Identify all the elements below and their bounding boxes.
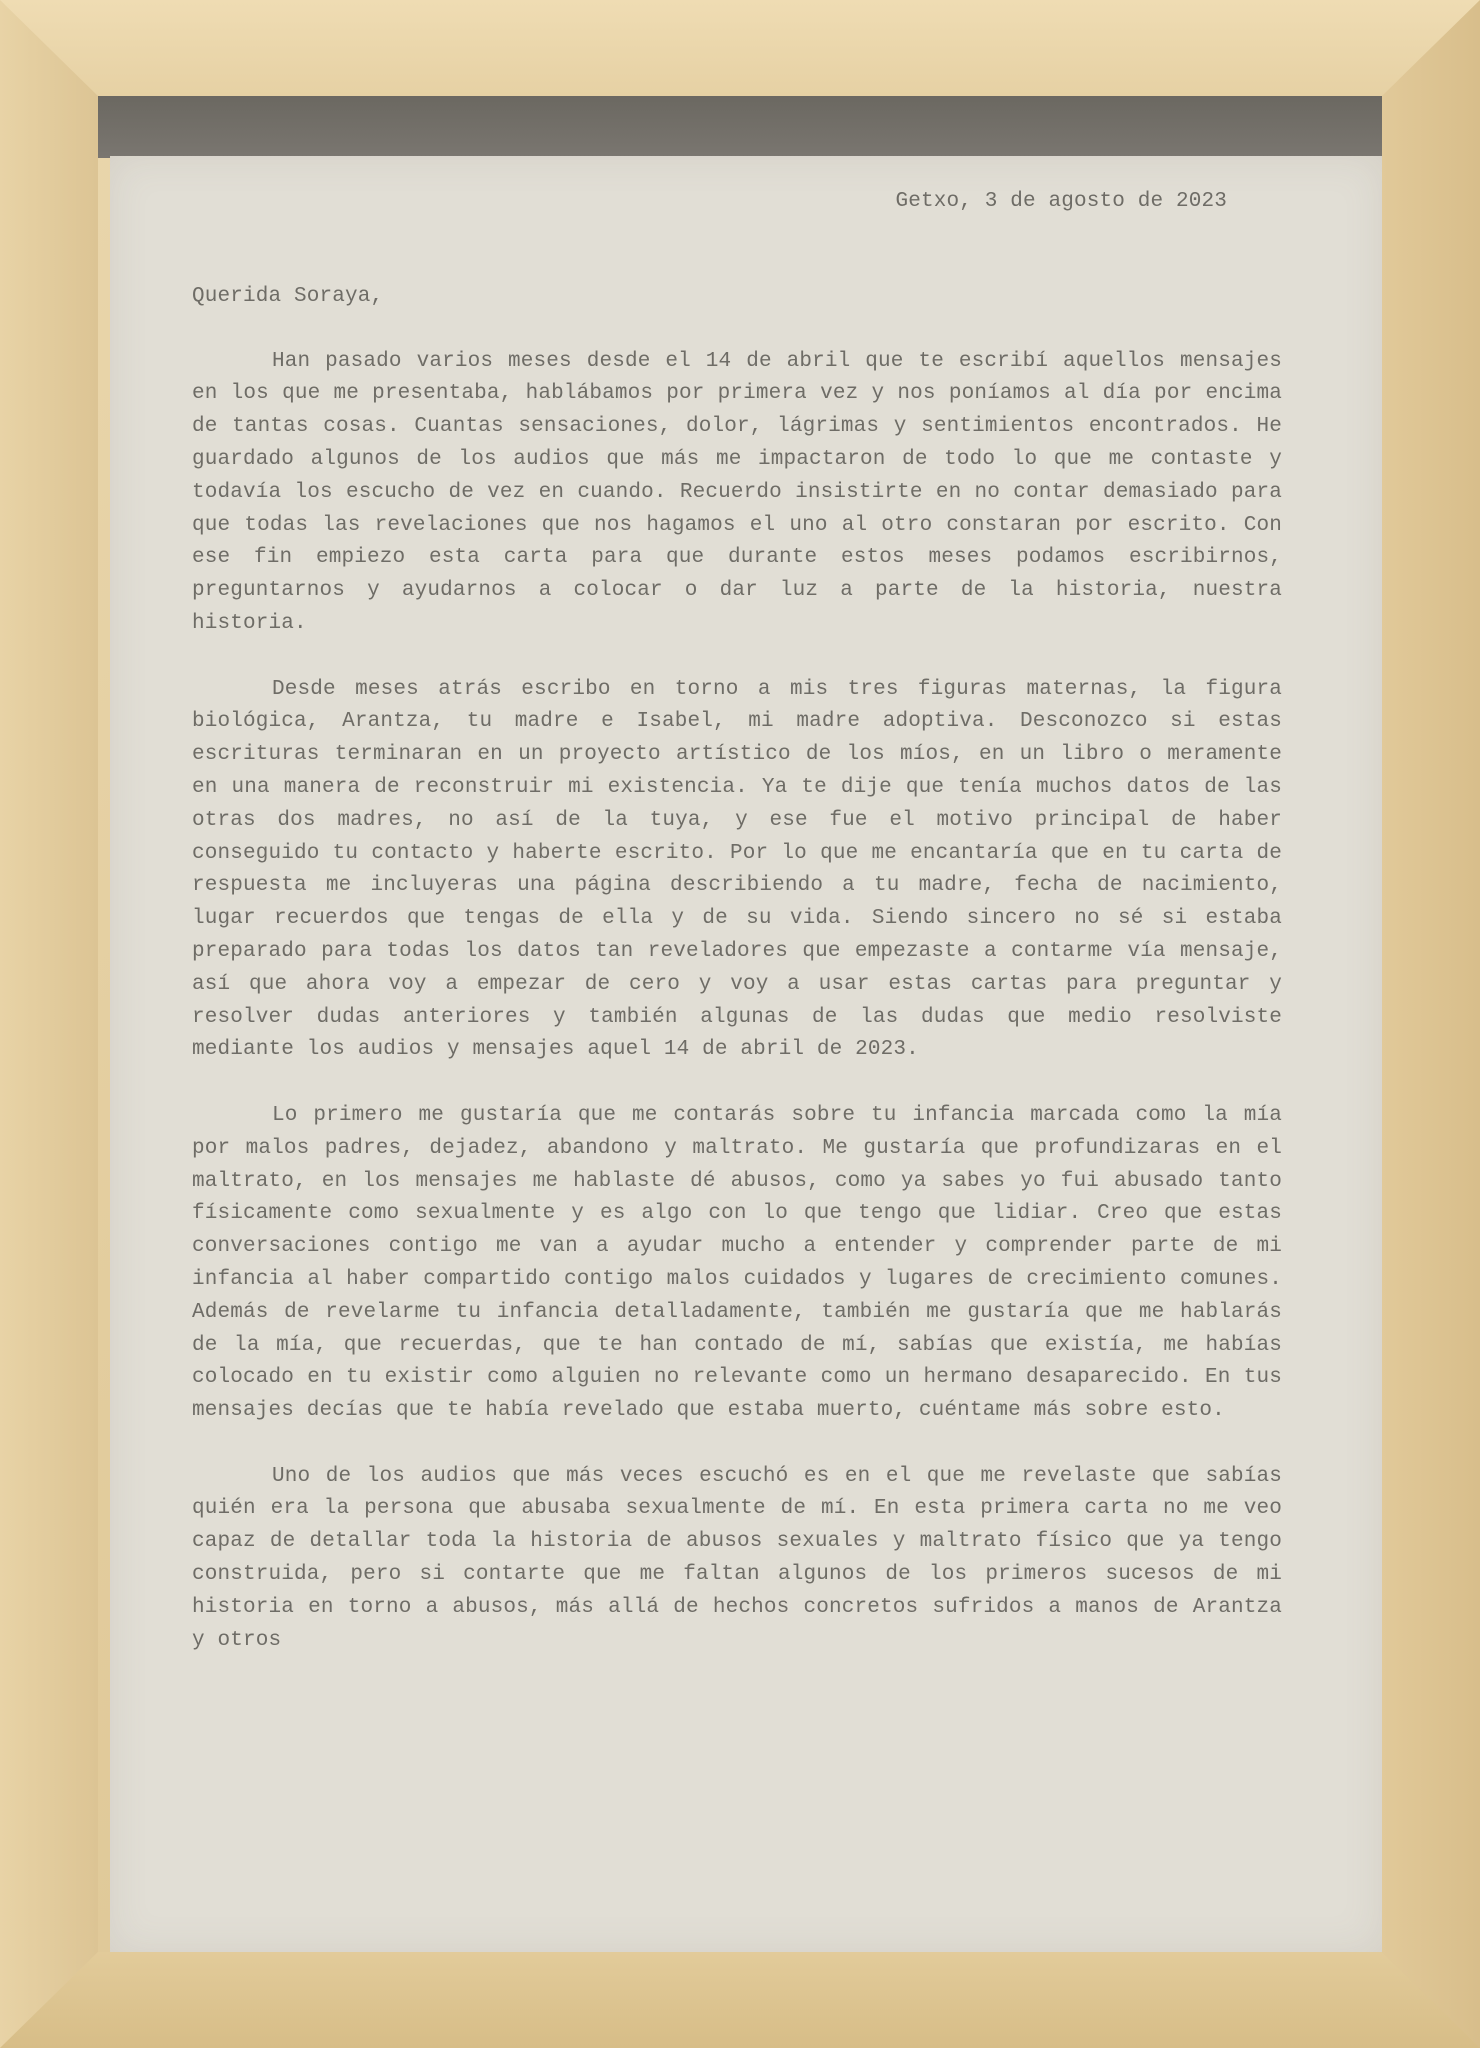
letter-date: Getxo, 3 de agosto de 2023 xyxy=(895,190,1227,213)
letter-paragraph: Uno de los audios que más veces escuchó es en el que me revelaste que sabías quién era la persona que abusaba sexualmente de mí. En esta primera carta no me veo capaz de detallar toda la historia de abusos sexuales y maltrato físico que ya tengo construida, pero si contarte que me faltan algunos de los primeros sucesos de mi historia en torno a abusos, más allá de hechos concretos sufridos a manos de Arantza y otros xyxy=(192,1464,1282,1652)
letter-salutation: Querida Soraya, xyxy=(192,284,384,308)
letter-paragraph: Han pasado varios meses desde el 14 de abril que te escribí aquellos mensajes en los que me presentaba, hablábamos por primera vez y nos poníamos al día por encima de tantas cosas. Cuantas sensaciones, dolor, lágrimas y sentimientos encontrados. He guardado algunos de los audios que más me impactaron de todo lo que me contaste y todavía los escucho de vez en cuando. Recuerdo insistirte en no contar demasiado para que todas las revelaciones que nos hagamos el uno al otro constaran por escrito. Con ese fin empiezo esta carta para que durante estos meses podamos escribirnos, preguntarnos y ayudarnos a colocar o dar luz a parte de la historia, nuestra historia. xyxy=(192,349,1282,635)
letter-paper xyxy=(110,156,1382,1952)
frame-left-edge xyxy=(0,0,98,2048)
letter-body xyxy=(192,186,1282,1690)
frame-top-edge xyxy=(0,0,1480,96)
letter-paragraph: Desde meses atrás escribo en torno a mis tres figuras maternas, la figura biológica, Arantza, tu madre e Isabel, mi madre adoptiva. Desconozco si estas escrituras terminaran en un proyecto artístico de los míos, en un libro o meramente en una manera de reconstruir mi existencia. Ya te dije que tenía muchos datos de las otras dos madres, no así de la tuya, y ese fue el motivo principal de haber conseguido tu contacto y haberte escrito. Por lo que me encantaría que en tu carta de respuesta me incluyeras una página describiendo a tu madre, fecha de nacimiento, lugar recuerdos que tengas de ella y de su vida. Siendo sincero no sé si estaba preparado para todas los datos tan reveladores que empezaste a contarme vía mensaje, así que ahora voy a empezar de cero y voy a usar estas cartas para preguntar y resolver dudas anteriores y también algunas de las dudas que medio resolviste mediante los audios y mensajes aquel 14 de abril de 2023. xyxy=(192,677,1282,1062)
frame-inner-shadow xyxy=(98,96,1382,158)
letter-paragraph: Lo primero me gustaría que me contarás sobre tu infancia marcada como la mía por malos padres, dejadez, abandono y maltrato. Me gustaría que profundizaras en el maltrato, en los mensajes me hablaste dé abusos, como ya sabes yo fui abusado tanto físicamente como sexualmente y es algo con lo que tengo que lidiar. Creo que estas conversaciones contigo me van a ayudar mucho a entender y comprender parte de mi infancia al haber compartido contigo malos cuidados y lugares de crecimiento comunes. Además de revelarme tu infancia detalladamente, también me gustaría que me hablarás de la mía, que recuerdas, que te han contado de mí, sabías que existía, me habías colocado en tu existir como alguien no relevante como un hermano desaparecido. En tus mensajes decías que te había revelado que estaba muerto, cuéntame más sobre esto. xyxy=(192,1103,1282,1423)
frame-bottom-edge xyxy=(0,1952,1480,2048)
frame-right-edge xyxy=(1382,0,1480,2048)
